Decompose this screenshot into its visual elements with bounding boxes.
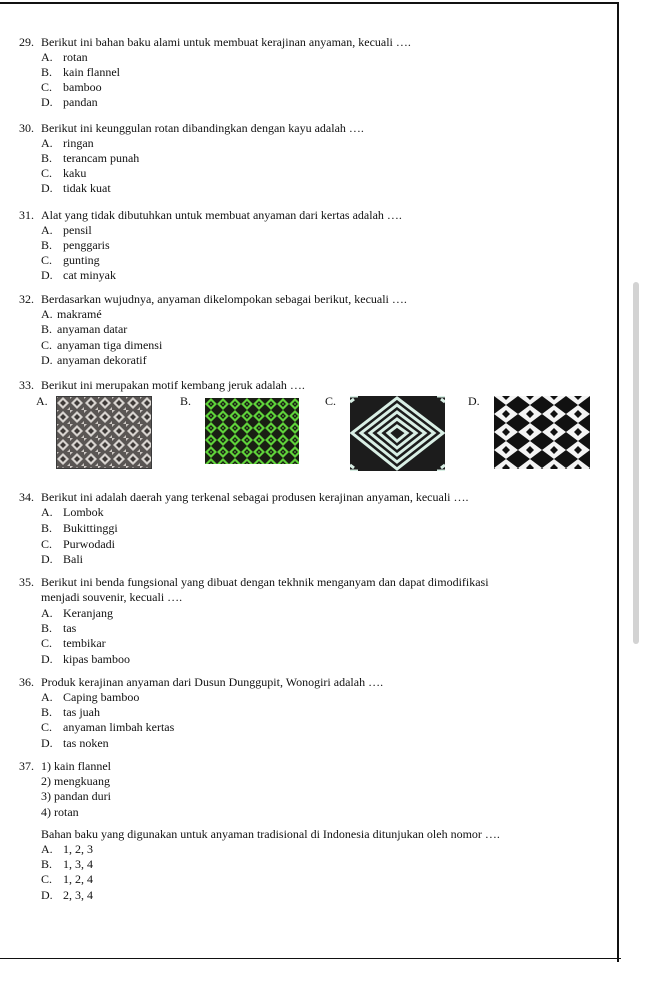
option-29-d: D. pandan bbox=[41, 95, 98, 109]
option-37-a: A. 1, 2, 3 bbox=[41, 842, 93, 856]
question-33: 33. Berikut ini merupakan motif kembang jeruk adalah …. bbox=[19, 378, 305, 392]
option-29-a: A. rotan bbox=[41, 50, 88, 64]
question-37-text: Bahan baku yang digunakan untuk anyaman tradisional di Indonesia ditunjukan oleh nomor …. bbox=[41, 827, 500, 841]
option-37-c: C. 1, 2, 4 bbox=[41, 872, 93, 886]
option-29-b: B. kain flannel bbox=[41, 65, 120, 79]
option-36-c: C. anyaman limbah kertas bbox=[41, 720, 175, 734]
motif-a-image[interactable] bbox=[56, 396, 152, 469]
question-31: 31. Alat yang tidak dibutuhkan untuk membuat anyaman dari kertas adalah …. bbox=[19, 208, 402, 222]
option-32-a: A. makramé bbox=[41, 307, 102, 321]
option-31-a: A. pensil bbox=[41, 223, 92, 237]
bottom-border-line bbox=[0, 958, 621, 959]
option-29-c: C. bamboo bbox=[41, 80, 102, 94]
option-35-c: C. tembikar bbox=[41, 636, 106, 650]
option-34-b: B. Bukittinggi bbox=[41, 521, 118, 535]
question-36: 36. Produk kerajinan anyaman dari Dusun Dunggupit, Wonogiri adalah …. bbox=[19, 675, 384, 689]
motif-c-image[interactable] bbox=[350, 396, 445, 471]
question-37: 37. 1) kain flannel bbox=[19, 759, 111, 773]
question-32: 32. Berdasarkan wujudnya, anyaman dikelompokan sebagai berikut, kecuali …. bbox=[19, 292, 407, 306]
question-30: 30. Berikut ini keunggulan rotan dibandingkan dengan kayu adalah …. bbox=[19, 121, 364, 135]
option-34-c: C. Purwodadi bbox=[41, 537, 115, 551]
top-border-line bbox=[0, 2, 619, 4]
option-30-d: D. tidak kuat bbox=[41, 181, 111, 195]
motif-d-image[interactable] bbox=[494, 396, 590, 469]
option-31-d: D. cat minyak bbox=[41, 268, 116, 282]
question-37-item-4: 4) rotan bbox=[41, 805, 79, 819]
option-31-b: B. penggaris bbox=[41, 238, 110, 252]
right-border-line bbox=[617, 2, 619, 962]
option-31-c: C. gunting bbox=[41, 253, 100, 267]
question-29 bbox=[19, 35, 411, 49]
question-34: 34. Berikut ini adalah daerah yang terkenal sebagai produsen kerajinan anyaman, kecuali …. bbox=[19, 490, 469, 504]
motif-d-label: D. bbox=[468, 394, 480, 408]
question-text: Berikut ini bahan baku alami untuk membuat kerajinan anyaman, kecuali …. bbox=[41, 35, 411, 49]
option-36-b: B. tas juah bbox=[41, 705, 100, 719]
option-35-a: A. Keranjang bbox=[41, 606, 113, 620]
motif-a-label: A. bbox=[36, 394, 48, 408]
question-37-item-2: 2) mengkuang bbox=[41, 774, 110, 788]
question-35-continued: menjadi souvenir, kecuali …. bbox=[41, 590, 183, 604]
option-36-d: D. tas noken bbox=[41, 736, 109, 750]
vertical-scrollbar[interactable] bbox=[633, 282, 639, 644]
option-37-b: B. 1, 3, 4 bbox=[41, 857, 93, 871]
option-34-a: A. Lombok bbox=[41, 505, 104, 519]
option-32-d: D. anyaman dekoratif bbox=[41, 353, 147, 367]
option-30-c: C. kaku bbox=[41, 166, 87, 180]
question-35: 35. Berikut ini benda fungsional yang dibuat dengan tekhnik menganyam dan dapat dimodifikasi bbox=[19, 575, 489, 589]
question-number: 29. bbox=[19, 35, 34, 49]
motif-b-image[interactable] bbox=[205, 398, 299, 464]
option-32-b: B. anyaman datar bbox=[41, 322, 128, 336]
option-36-a: A. Caping bamboo bbox=[41, 690, 140, 704]
question-37-item-3: 3) pandan duri bbox=[41, 789, 111, 803]
option-32-c: C. anyaman tiga dimensi bbox=[41, 338, 163, 352]
option-34-d: D. Bali bbox=[41, 552, 83, 566]
option-30-a: A. ringan bbox=[41, 136, 94, 150]
motif-c-label: C. bbox=[325, 394, 337, 408]
option-35-d: D. kipas bamboo bbox=[41, 652, 130, 666]
option-35-b: B. tas bbox=[41, 621, 77, 635]
motif-b-label: B. bbox=[180, 394, 192, 408]
option-30-b: B. terancam punah bbox=[41, 151, 140, 165]
option-37-d: D. 2, 3, 4 bbox=[41, 888, 93, 902]
